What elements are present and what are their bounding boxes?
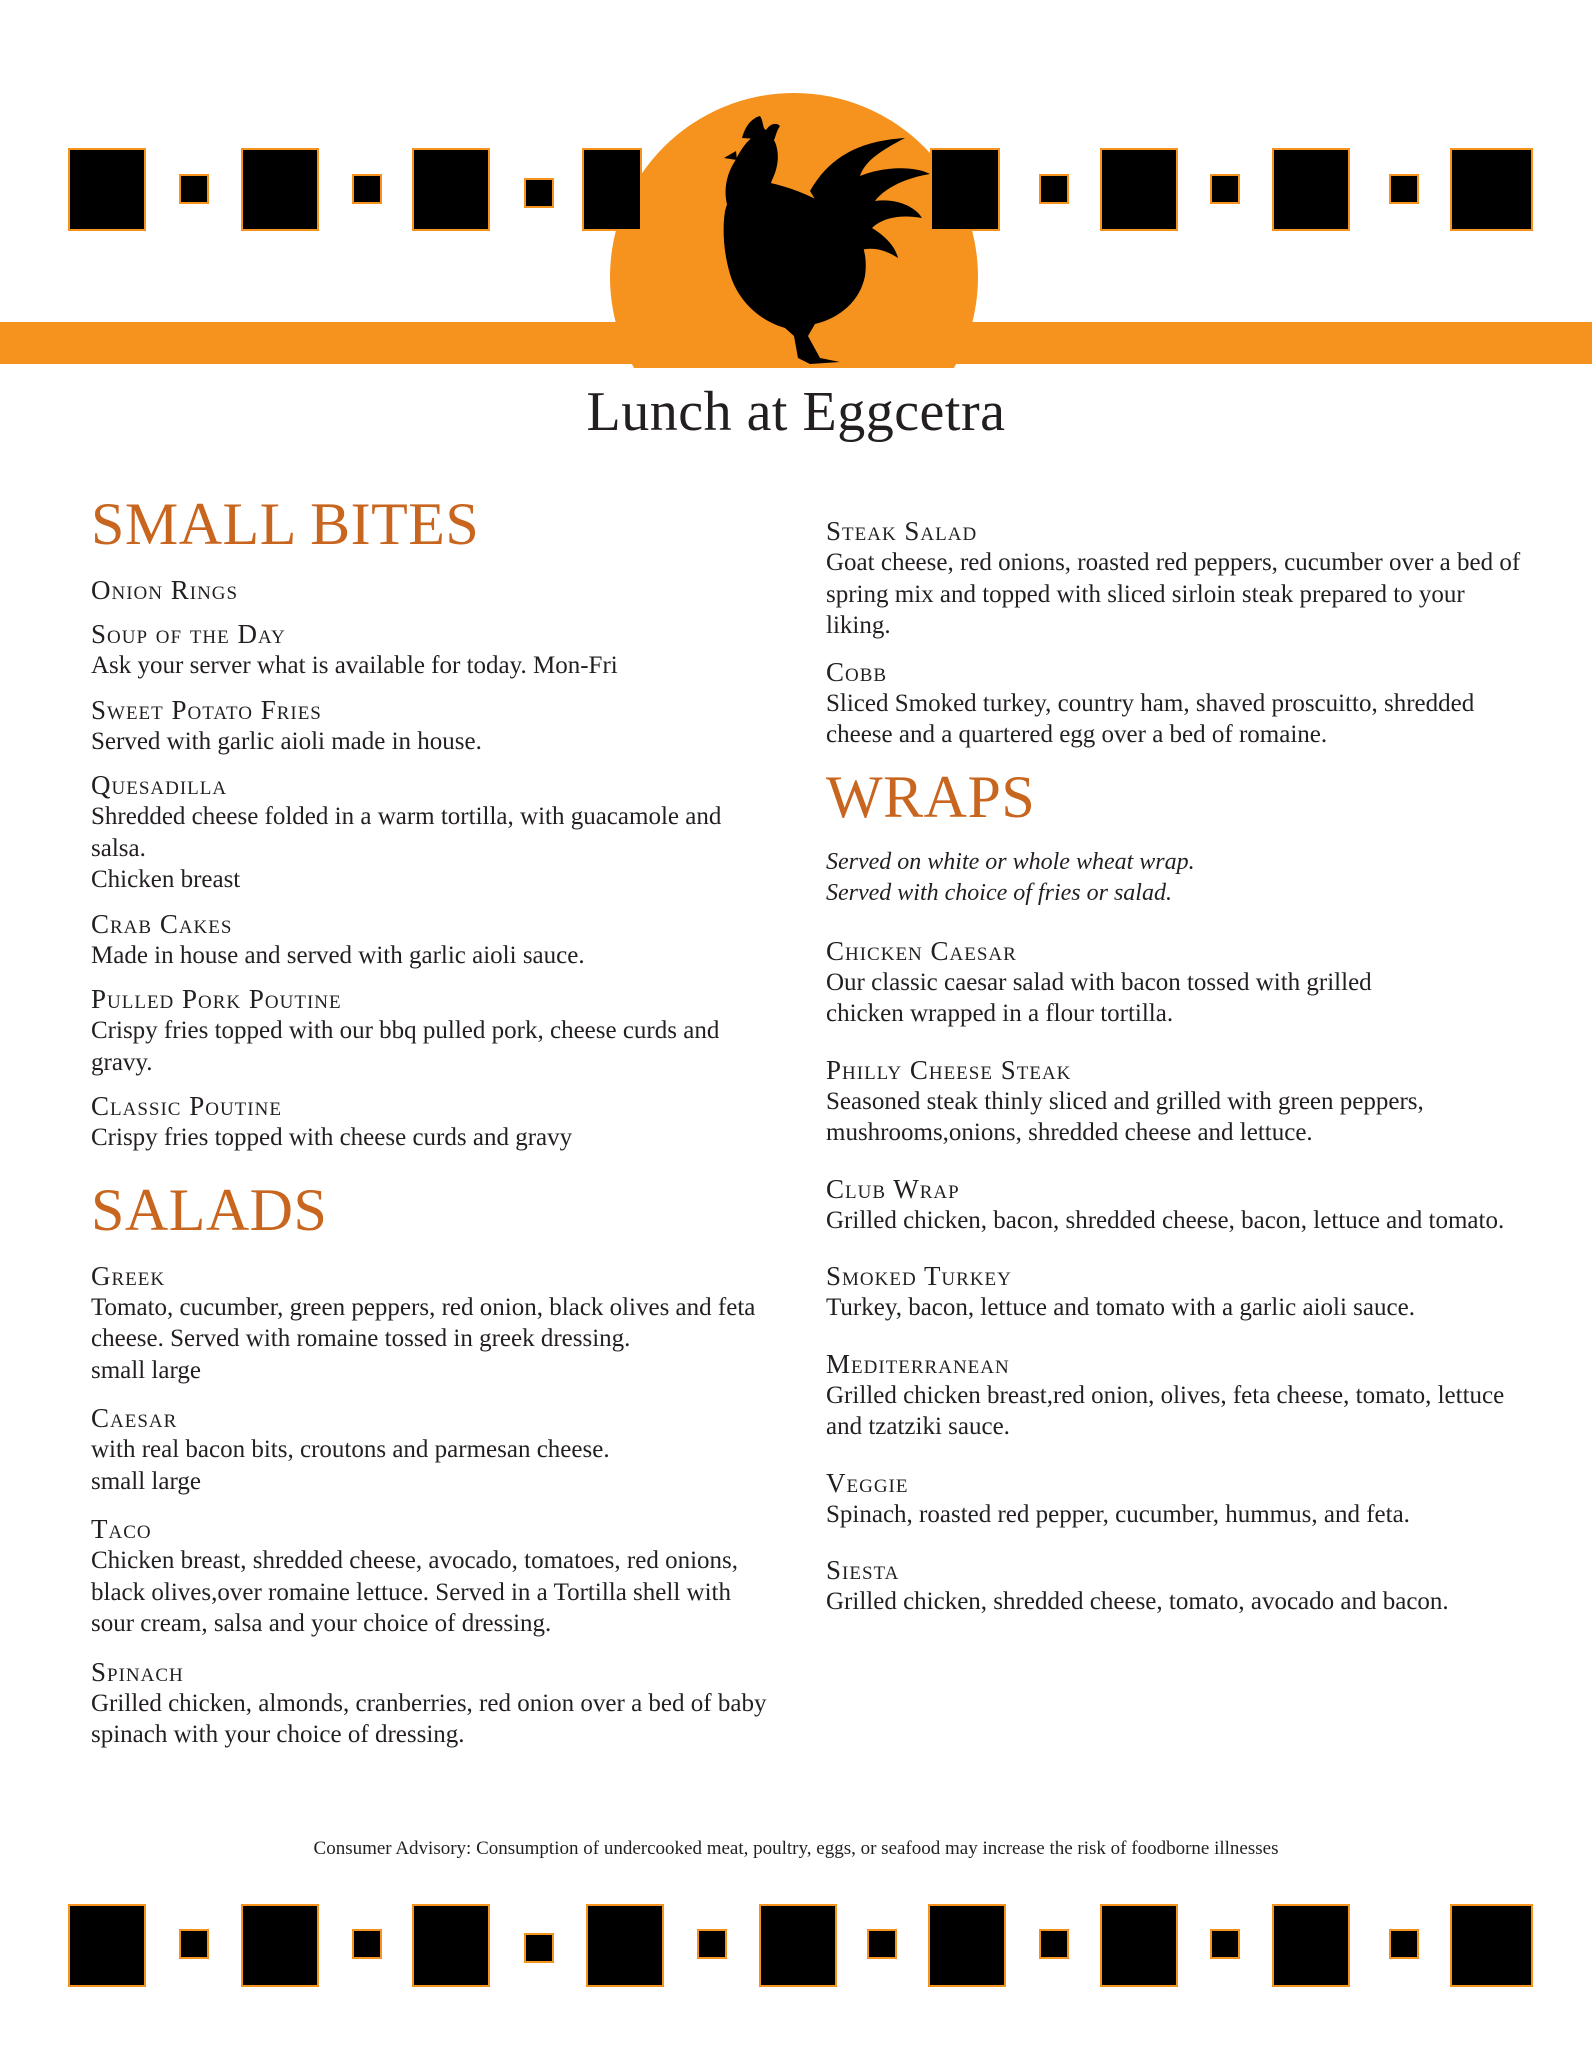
wraps-note: Served on white or whole wheat wrap. xyxy=(826,848,1195,875)
decor-square xyxy=(1100,148,1178,231)
menu-item-name: Siesta xyxy=(826,1555,900,1585)
decor-square xyxy=(930,148,1000,231)
consumer-advisory: Consumer Advisory: Consumption of undercooked meat, poultry, eggs, or seafood may increase the risk of foodborne illnesses xyxy=(313,1838,1279,1859)
menu-item-desc: Grilled chicken, almonds, cranberries, red onion over a bed of baby spinach with your choice of dressing. xyxy=(91,1689,767,1748)
menu-item-name: Crab Cakes xyxy=(91,908,233,939)
menu-item-name: Smoked Turkey xyxy=(826,1261,1012,1291)
menu-item xyxy=(826,935,1526,1030)
decor-square xyxy=(1100,1904,1178,1987)
menu-item-name: Chicken Caesar xyxy=(826,935,1017,966)
decor-square xyxy=(759,1904,837,1987)
right-column xyxy=(826,515,1526,1630)
menu-item-name: Taco xyxy=(91,1514,152,1544)
menu-item-name: Veggie xyxy=(826,1467,909,1498)
decor-square xyxy=(1210,174,1240,204)
decor-square xyxy=(179,1929,209,1959)
menu-item xyxy=(91,618,791,682)
section-title-salads: SALADS xyxy=(91,1176,328,1243)
decor-square xyxy=(1389,1929,1419,1959)
menu-item-name: Onion Rings xyxy=(91,575,239,605)
menu-item-desc: Chicken breast, shredded cheese, avocado, tomatoes, red onions, black olives,over romaine lettuce. Served in a Tortilla shell with sour cream, salsa and your choice of dressing. xyxy=(91,1547,739,1637)
menu-item-name: Steak Salad xyxy=(826,516,978,546)
menu-item xyxy=(91,574,791,606)
decor-square xyxy=(582,148,642,231)
section-title-wraps: WRAPS xyxy=(826,763,1036,830)
decor-square xyxy=(352,174,382,204)
decor-square xyxy=(241,148,319,231)
decor-square xyxy=(867,1929,897,1959)
decor-square xyxy=(241,1904,319,1987)
menu-item xyxy=(826,1348,1526,1443)
menu-item xyxy=(91,1090,791,1154)
decor-square xyxy=(1039,174,1069,204)
menu-item-desc: Crispy fries topped with cheese curds and gravy xyxy=(91,1124,573,1151)
menu-item-name: Cobb xyxy=(826,656,888,687)
menu-item-sizes: small large xyxy=(91,1356,201,1384)
menu-item xyxy=(91,1656,791,1751)
menu-item-name: Quesadilla xyxy=(91,770,228,800)
decor-square xyxy=(1450,148,1533,231)
decor-square xyxy=(352,1929,382,1959)
menu-item-desc: with real bacon bits, croutons and parmesan cheese. xyxy=(91,1436,610,1463)
wraps-note: Served with choice of fries or salad. xyxy=(826,879,1172,906)
decor-square xyxy=(1272,1904,1350,1987)
menu-item-desc: Grilled chicken, shredded cheese, tomato, avocado and bacon. xyxy=(826,1588,1449,1615)
menu-item-desc: Turkey, bacon, lettuce and tomato with a garlic aioli sauce. xyxy=(826,1294,1415,1321)
menu-item-name: Soup of the Day xyxy=(91,619,286,649)
decor-square xyxy=(1272,148,1350,231)
menu-item xyxy=(826,656,1526,751)
decor-square xyxy=(524,178,554,208)
decor-square xyxy=(928,1904,1006,1987)
menu-item xyxy=(826,1467,1526,1531)
menu-item-desc: Sliced Smoked turkey, country ham, shaved proscuitto, shredded cheese and a quartered egg over a bed of romaine. xyxy=(826,689,1475,748)
menu-item-desc: Ask your server what is available for today. Mon-Fri xyxy=(91,652,618,679)
menu-item-name: Greek xyxy=(91,1260,166,1291)
menu-item-name: Club Wrap xyxy=(826,1173,960,1204)
menu-item xyxy=(91,983,791,1078)
decor-square xyxy=(412,148,490,231)
decor-square xyxy=(179,174,209,204)
decor-square xyxy=(1039,1929,1069,1959)
menu-item xyxy=(826,1054,1526,1149)
menu-item xyxy=(826,1173,1526,1237)
menu-item xyxy=(826,515,1526,642)
left-column xyxy=(91,490,791,1763)
decor-square xyxy=(1389,174,1419,204)
menu-item xyxy=(826,1554,1526,1618)
menu-item-name: Philly Cheese Steak xyxy=(826,1054,1072,1085)
menu-item-desc: Crispy fries topped with our bbq pulled pork, cheese curds and gravy. xyxy=(91,1017,720,1076)
menu-item-desc: Served with garlic aioli made in house. xyxy=(91,727,482,755)
menu-item xyxy=(91,1513,791,1640)
menu-item xyxy=(91,908,791,972)
menu-item-desc: Spinach, roasted red pepper, cucumber, hummus, and feta. xyxy=(826,1500,1410,1528)
menu-item xyxy=(91,1402,791,1497)
menu-item-name: Caesar xyxy=(91,1403,178,1433)
menu-item-desc: Seasoned steak thinly sliced and grilled with green peppers, mushrooms,onions, shredded cheese and lettuce. xyxy=(826,1087,1424,1146)
menu-item xyxy=(826,1260,1526,1324)
rooster-silhouette-icon xyxy=(690,96,940,366)
menu-item-name: Spinach xyxy=(91,1656,184,1687)
page-title: Lunch at Eggcetra xyxy=(586,381,1006,443)
decor-square xyxy=(697,1929,727,1959)
menu-item-desc: Our classic caesar salad with bacon tossed with grilled chicken wrapped in a flour tortilla. xyxy=(826,968,1372,1027)
menu-item-name: Mediterranean xyxy=(826,1348,1010,1379)
section-title-small-bites: SMALL BITES xyxy=(91,491,480,557)
menu-item-name: Sweet Potato Fries xyxy=(91,694,322,725)
menu-item-desc: Made in house and served with garlic aioli sauce. xyxy=(91,941,585,969)
menu-item-desc: Shredded cheese folded in a warm tortilla, with guacamole and salsa. xyxy=(91,803,722,862)
decor-square xyxy=(1450,1904,1533,1987)
decor-square xyxy=(586,1904,664,1987)
menu-item-sizes: small large xyxy=(91,1467,201,1495)
decor-square xyxy=(412,1904,490,1987)
menu-item xyxy=(91,769,791,896)
menu-item-name: Pulled Pork Poutine xyxy=(91,984,342,1014)
menu-item-desc: Goat cheese, red onions, roasted red peppers, cucumber over a bed of spring mix and topped with sliced sirloin steak prepared to your liking. xyxy=(826,549,1521,639)
menu-item-desc: Grilled chicken, bacon, shredded cheese, bacon, lettuce and tomato. xyxy=(826,1206,1505,1234)
menu-item xyxy=(91,1260,791,1387)
menu-item-desc: Tomato, cucumber, green peppers, red onion, black olives and feta cheese. Served with romaine tossed in greek dressing. xyxy=(91,1293,756,1352)
menu-item-name: Classic Poutine xyxy=(91,1091,282,1121)
menu-item xyxy=(91,694,791,758)
decor-square xyxy=(68,1904,146,1987)
menu-item-desc: Grilled chicken breast,red onion, olives, feta cheese, tomato, lettuce and tzatziki sauce. xyxy=(826,1381,1505,1440)
menu-item-option: Chicken breast xyxy=(91,866,241,893)
decor-square xyxy=(524,1933,554,1963)
decor-square xyxy=(68,148,146,231)
decor-square xyxy=(1210,1929,1240,1959)
